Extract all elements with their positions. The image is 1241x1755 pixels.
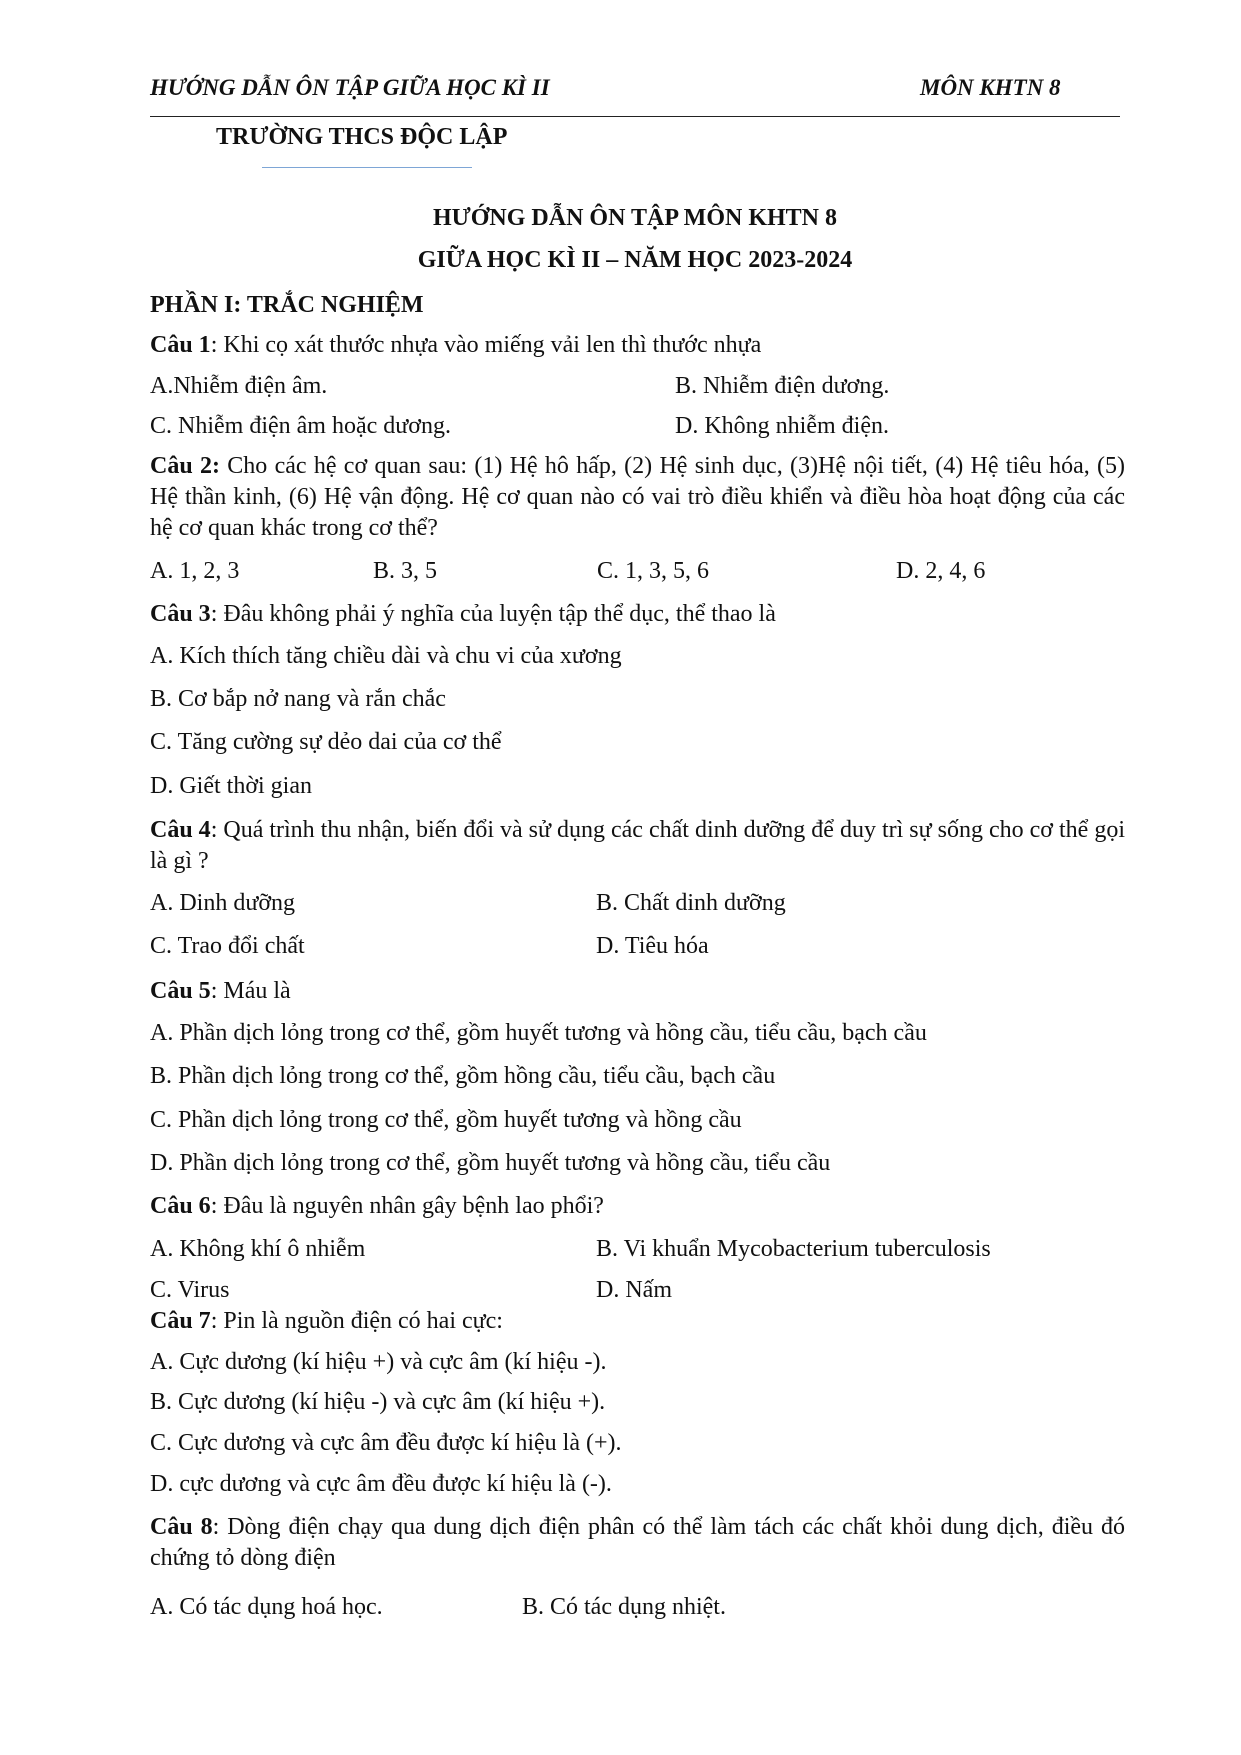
option-3d: D. Giết thời gian xyxy=(150,773,312,799)
question-7 xyxy=(150,1306,1125,1337)
section-heading: PHẦN I: TRẮC NGHIỆM xyxy=(150,292,424,318)
option-2d: D. 2, 4, 6 xyxy=(896,558,986,584)
question-label: Câu 4 xyxy=(150,817,211,843)
option-3b: B. Cơ bắp nở nang và rắn chắc xyxy=(150,686,446,712)
question-2 xyxy=(150,451,1125,544)
question-text: : Pin là nguồn điện có hai cực: xyxy=(210,1308,503,1334)
question-label: Câu 3 xyxy=(150,601,211,627)
school-underline xyxy=(262,167,472,168)
option-7d: D. cực dương và cực âm đều được kí hiệu là (-). xyxy=(150,1471,612,1497)
option-6d: D. Nấm xyxy=(596,1277,672,1303)
question-text: : Dòng điện chạy qua dung dịch điện phân có thể làm tách các chất khỏi dung dịch, điều đó chứng tỏ dòng điện xyxy=(150,1514,1125,1571)
question-label: Câu 6 xyxy=(150,1193,211,1219)
option-6b: B. Vi khuẩn Mycobacterium tuberculosis xyxy=(596,1236,991,1262)
question-label: Câu 5 xyxy=(150,978,211,1004)
option-3c: C. Tăng cường sự dẻo dai của cơ thể xyxy=(150,729,502,755)
option-4b: B. Chất dinh dưỡng xyxy=(596,890,786,916)
question-3 xyxy=(150,599,1125,630)
option-7a: A. Cực dương (kí hiệu +) và cực âm (kí hiệu -). xyxy=(150,1349,607,1375)
question-4 xyxy=(150,815,1125,877)
question-text: : Đâu không phải ý nghĩa của luyện tập thể dục, thể thao là xyxy=(210,601,776,627)
question-5 xyxy=(150,976,1125,1007)
option-6c: C. Virus xyxy=(150,1277,230,1303)
option-1d: D. Không nhiễm điện. xyxy=(675,413,889,439)
header-divider xyxy=(150,116,1120,117)
option-5b: B. Phần dịch lỏng trong cơ thể, gồm hồng cầu, tiểu cầu, bạch cầu xyxy=(150,1063,776,1089)
option-6a: A. Không khí ô nhiễm xyxy=(150,1236,366,1262)
question-text: : Khi cọ xát thước nhựa vào miếng vải len thì thước nhựa xyxy=(210,332,762,358)
question-text: : Quá trình thu nhận, biến đổi và sử dụng các chất dinh dưỡng để duy trì sự sống cho cơ thể gọi là gì ? xyxy=(150,817,1125,874)
option-2a: A. 1, 2, 3 xyxy=(150,558,240,584)
question-8 xyxy=(150,1512,1125,1574)
option-1b: B. Nhiễm điện dương. xyxy=(675,373,890,399)
option-1a: A.Nhiễm điện âm. xyxy=(150,373,328,399)
question-text: : Máu là xyxy=(210,978,291,1004)
option-8a: A. Có tác dụng hoá học. xyxy=(150,1594,383,1620)
doc-title-line2: GIỮA HỌC KÌ II – NĂM HỌC 2023-2024 xyxy=(417,247,853,273)
header-right: MÔN KHTN 8 xyxy=(920,75,1061,100)
header-left: HƯỚNG DẪN ÔN TẬP GIỮA HỌC KÌ II xyxy=(150,75,550,100)
option-8b: B. Có tác dụng nhiệt. xyxy=(522,1594,726,1620)
option-1c: C. Nhiễm điện âm hoặc dương. xyxy=(150,413,451,439)
option-7c: C. Cực dương và cực âm đều được kí hiệu là (+). xyxy=(150,1430,622,1456)
question-6 xyxy=(150,1191,1125,1222)
doc-title-line1: HƯỚNG DẪN ÔN TẬP MÔN KHTN 8 xyxy=(432,205,837,231)
question-text: Cho các hệ cơ quan sau: (1) Hệ hô hấp, (2) Hệ sinh dục, (3)Hệ nội tiết, (4) Hệ tiêu hóa, (5) Hệ thần kinh, (6) Hệ vận động. Hệ cơ quan nào có vai trò điều khiển và điều hòa hoạt động của các hệ cơ quan khác trong cơ thể? xyxy=(150,453,1126,541)
option-4a: A. Dinh dưỡng xyxy=(150,890,296,916)
option-5d: D. Phần dịch lỏng trong cơ thể, gồm huyết tương và hồng cầu, tiểu cầu xyxy=(150,1150,831,1176)
question-text: : Đâu là nguyên nhân gây bệnh lao phổi? xyxy=(210,1193,604,1219)
option-7b: B. Cực dương (kí hiệu -) và cực âm (kí hiệu +). xyxy=(150,1389,606,1415)
option-2c: C. 1, 3, 5, 6 xyxy=(597,558,710,584)
option-3a: A. Kích thích tăng chiều dài và chu vi của xương xyxy=(150,643,622,669)
option-5c: C. Phần dịch lỏng trong cơ thể, gồm huyết tương và hồng cầu xyxy=(150,1107,742,1133)
option-4d: D. Tiêu hóa xyxy=(596,933,709,959)
question-label: Câu 8 xyxy=(150,1514,213,1540)
school-name: TRƯỜNG THCS ĐỘC LẬP xyxy=(216,124,508,150)
question-1 xyxy=(150,330,1125,361)
question-label: Câu 1 xyxy=(150,332,211,358)
question-label: Câu 7 xyxy=(150,1308,211,1334)
question-label: Câu 2: xyxy=(150,453,220,479)
option-2b: B. 3, 5 xyxy=(373,558,438,584)
option-5a: A. Phần dịch lỏng trong cơ thể, gồm huyết tương và hồng cầu, tiểu cầu, bạch cầu xyxy=(150,1020,927,1046)
option-4c: C. Trao đổi chất xyxy=(150,933,305,959)
